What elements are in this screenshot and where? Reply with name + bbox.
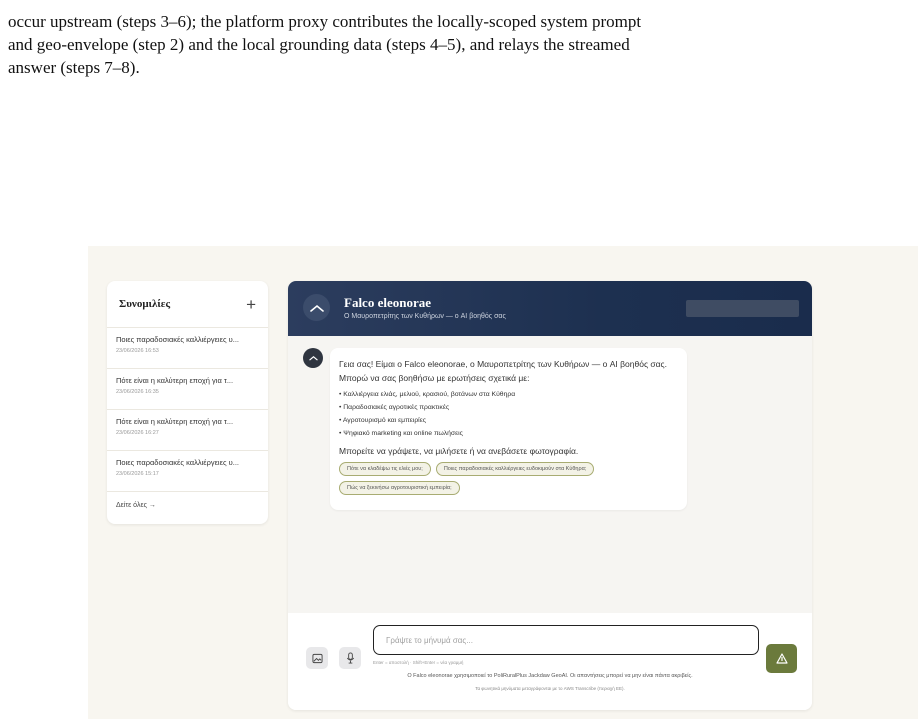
topic-item: • Ψηφιακό marketing και online πωλήσεις xyxy=(339,430,463,437)
message-input[interactable] xyxy=(373,625,759,655)
conversation-time: 23/06/2026 16:53 xyxy=(116,348,159,354)
bot-subtitle: Ο Μαυροπετρίτης των Κυθήρων — ο AI βοηθός σας xyxy=(344,313,506,320)
conversation-item[interactable] xyxy=(107,451,268,492)
conversation-item[interactable] xyxy=(107,369,268,410)
microphone-button[interactable] xyxy=(339,647,361,669)
conversations-sidebar xyxy=(107,281,268,524)
sidebar-header xyxy=(107,281,268,328)
chevron-up-icon xyxy=(309,355,318,361)
microphone-icon xyxy=(345,652,356,664)
image-icon xyxy=(312,653,323,664)
chevron-up-icon xyxy=(310,303,324,313)
caption-line-3: answer (steps 7–8). xyxy=(8,58,140,77)
bot-avatar xyxy=(303,294,330,321)
messages-area xyxy=(288,336,812,613)
topic-item: • Καλλιέργεια ελιάς, μελιού, κρασιού, βοτάνων στα Κύθηρα xyxy=(339,391,516,398)
message-avatar xyxy=(303,348,323,368)
image-upload-button[interactable] xyxy=(306,647,328,669)
suggestion-chip[interactable]: Ποιες παραδοσιακές καλλιέργειες ευδοκιμούν στα Κύθηρα; xyxy=(436,462,595,476)
composer xyxy=(288,613,812,710)
caption-line-2: and geo-envelope (step 2) and the local grounding data (steps 4–5), and relays the streamed xyxy=(8,35,630,54)
send-button[interactable] xyxy=(766,644,797,673)
caption-line-1: occur upstream (steps 3–6); the platform proxy contributes the locally-scoped system prompt xyxy=(8,12,642,31)
message-outro: Μπορείτε να γράψετε, να μιλήσετε ή να ανεβάσετε φωτογραφία. xyxy=(339,446,579,456)
new-conversation-button[interactable]: + xyxy=(246,294,256,314)
assistant-message xyxy=(330,348,687,510)
suggestion-chip[interactable]: Πώς να ξεκινήσω αγροτουριστική εμπειρία; xyxy=(339,481,460,495)
send-icon xyxy=(776,653,788,664)
topic-item: • Αγροτουρισμό και εμπειρίες xyxy=(339,417,426,424)
ai-disclaimer: Ο Falco eleonorae χρησιμοποιεί το PoliRuralPlus Jackdaw GeoAI. Οι απαντήσεις μπορεί να μην είναι πάντα ακριβείς. xyxy=(407,673,693,679)
see-all-link[interactable]: Δείτε όλες → xyxy=(116,502,156,509)
voice-disclaimer: Τα φωνητικά μηνύματα μεταγράφονται με το AWS Transcribe (περιοχή ΕΕ). xyxy=(475,686,625,691)
chat-panel xyxy=(288,281,812,710)
app-frame xyxy=(88,246,918,719)
conversation-item[interactable] xyxy=(107,410,268,451)
sidebar-title: Συνομιλίες xyxy=(119,298,171,310)
message-intro: Γεια σας! Είμαι ο Falco eleonorae, ο Μαυροπετρίτης των Κυθήρων — ο AI βοηθός σας. Μπορώ να σας βοηθήσω με ερωτήσεις σχετικά με: xyxy=(339,359,668,383)
conversation-time: 23/06/2026 15:17 xyxy=(116,471,159,477)
conversation-item[interactable] xyxy=(107,328,268,369)
chat-header xyxy=(288,281,812,336)
conversation-title: Ποιες παραδοσιακές καλλιέργειες υ... xyxy=(116,335,239,344)
conversation-time: 23/06/2026 16:27 xyxy=(116,430,159,436)
suggestion-chips xyxy=(339,462,678,495)
conversation-title: Ποιες παραδοσιακές καλλιέργειες υ... xyxy=(116,458,239,467)
conversation-title: Πότε είναι η καλύτερη εποχή για τ... xyxy=(116,376,234,385)
conversation-time: 23/06/2026 16:35 xyxy=(116,389,159,395)
header-status-pill xyxy=(686,300,799,317)
input-hint: Enter = αποστολή · Shift+Enter = νέα γραμμή xyxy=(373,660,464,665)
topic-item: • Παραδοσιακές αγροτικές πρακτικές xyxy=(339,404,450,411)
bot-name: Falco eleonorae xyxy=(344,295,431,310)
conversation-title: Πότε είναι η καλύτερη εποχή για τ... xyxy=(116,417,234,426)
topic-list xyxy=(339,388,678,440)
suggestion-chip[interactable]: Πότε να κλαδέψω τις ελιές μου; xyxy=(339,462,431,476)
